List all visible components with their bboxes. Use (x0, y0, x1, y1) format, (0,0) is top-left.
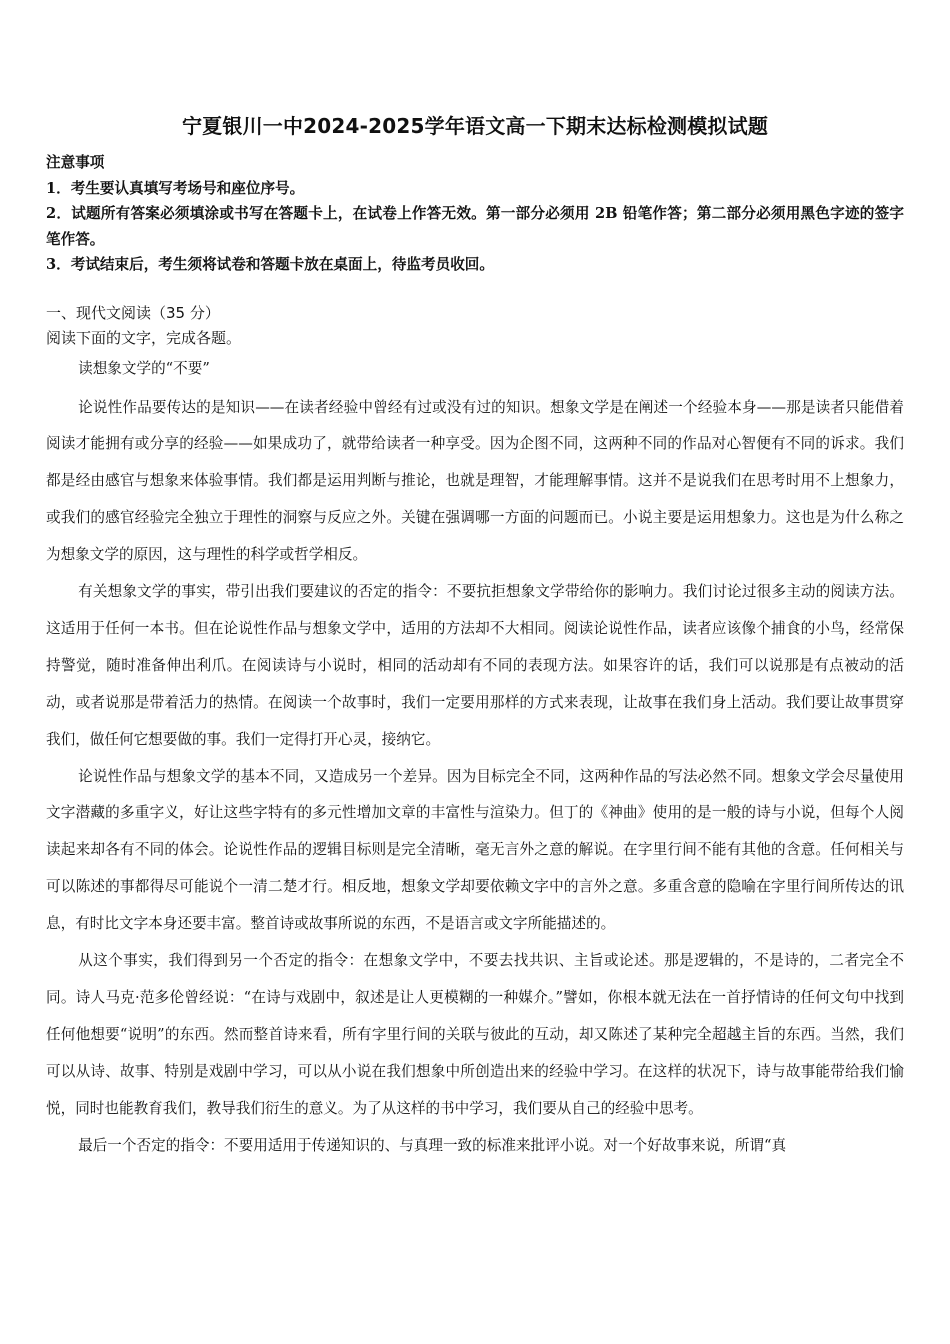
notice-heading: 注意事项 (46, 154, 105, 171)
article-title: 读想象文学的“不要” (78, 359, 210, 377)
article-paragraph: 有关想象文学的事实，带引出我们要建议的否定的指令：不要抗拒想象文学带给你的影响力。我们讨论过很多主动的阅读方法。这适用于任何一本书。但在论说性作品与想象文学中，适用的方法却不大相同。阅读论说性作品，读者应该像个捕食的小鸟，经常保持警觉，随时准备伸出利爪。在阅读诗与小说时，相同的活动却有不同的表现方法。如果容许的话，我们可以说那是有点被动的活动，或者说那是带着活力的热情。在阅读一个故事时，我们一定要用那样的方式来表现，让故事在我们身上活动。我们要让故事贯穿我们，做任何它想要做的事。我们一定得打开心灵，接纳它。 (46, 583, 904, 748)
notice-block (46, 150, 904, 278)
section-heading: 一、现代文阅读（35 分） (46, 303, 220, 322)
notice-item: 1．考生要认真填写考场号和座位序号。 (46, 179, 305, 197)
exam-title: 宁夏银川一中2024-2025学年语文高一下期末达标检测模拟试题 (181, 114, 769, 138)
article-paragraph: 论说性作品与想象文学的基本不同，又造成另一个差异。因为目标完全不同，这两种作品的写法必然不同。想象文学会尽量使用文字潜藏的多重字义，好让这些字特有的多元性增加文章的丰富性与渲染力。但丁的《神曲》使用的是一般的诗与小说，但每个人阅读起来却各有不同的体会。论说性作品的逻辑目标则是完全清晰，毫无言外之意的解说。在字里行间不能有其他的含意。任何相关与可以陈述的事都得尽可能说个一清二楚才行。相反地，想象文学却要依赖文字中的言外之意。多重含意的隐喻在字里行间所传达的讯息，有时比文字本身还要丰富。整首诗或故事所说的东西，不是语言或文字所能描述的。 (46, 767, 904, 933)
section-instruction: 阅读下面的文字，完成各题。 (46, 328, 242, 347)
reading-section (46, 300, 904, 1165)
article-paragraph: 论说性作品要传达的是知识——在读者经验中曾经有过或没有过的知识。想象文学是在阐述一个经验本身——那是读者只能借着阅读才能拥有或分享的经验——如果成功了，就带给读者一种享受。因为企图不同，这两种不同的作品对心智便有不同的诉求。我们都是经由感官与想象来体验事情。我们都是运用判断与推论，也就是理智，才能理解事情。这并不是说我们在思考时用不上想象力，或我们的感官经验完全独立于理性的洞察与反应之外。关键在强调哪一方面的问题而已。小说主要是运用想象力。这也是为什么称之为想象文学的原因，这与理性的科学或哲学相反。 (46, 398, 904, 564)
article-paragraph: 最后一个否定的指令：不要用适用于传递知识的、与真理一致的标准来批评小说。对一个好故事来说，所谓“真 (78, 1136, 787, 1154)
article-paragraph: 从这个事实，我们得到另一个否定的指令：在想象文学中，不要去找共识、主旨或论述。那是逻辑的，不是诗的，二者完全不同。诗人马克·范多伦曾经说：“在诗与戏剧中，叙述是让人更模糊的一种媒介。”譬如，你根本就无法在一首抒情诗的任何文句中找到任何他想要“说明”的东西。然而整首诗来看，所有字里行间的关联与彼此的互动，却又陈述了某种完全超越主旨的东西。当然，我们可以从诗、故事、特别是戏剧中学习，可以从小说在我们想象中所创造出来的经验中学习。在这样的状况下，诗与故事能带给我们愉悦，同时也能教育我们，教导我们衍生的意义。为了从这样的书中学习，我们要从自己的经验中思考。 (46, 952, 905, 1117)
notice-item: 3．考试结束后，考生须将试卷和答题卡放在桌面上，待监考员收回。 (46, 256, 494, 273)
notice-item: 2．试题所有答案必须填涂或书写在答题卡上，在试卷上作答无效。第一部分必须用 2B 铅笔作答；第二部分必须用黑色字迹的签字笔作答。 (46, 205, 904, 248)
